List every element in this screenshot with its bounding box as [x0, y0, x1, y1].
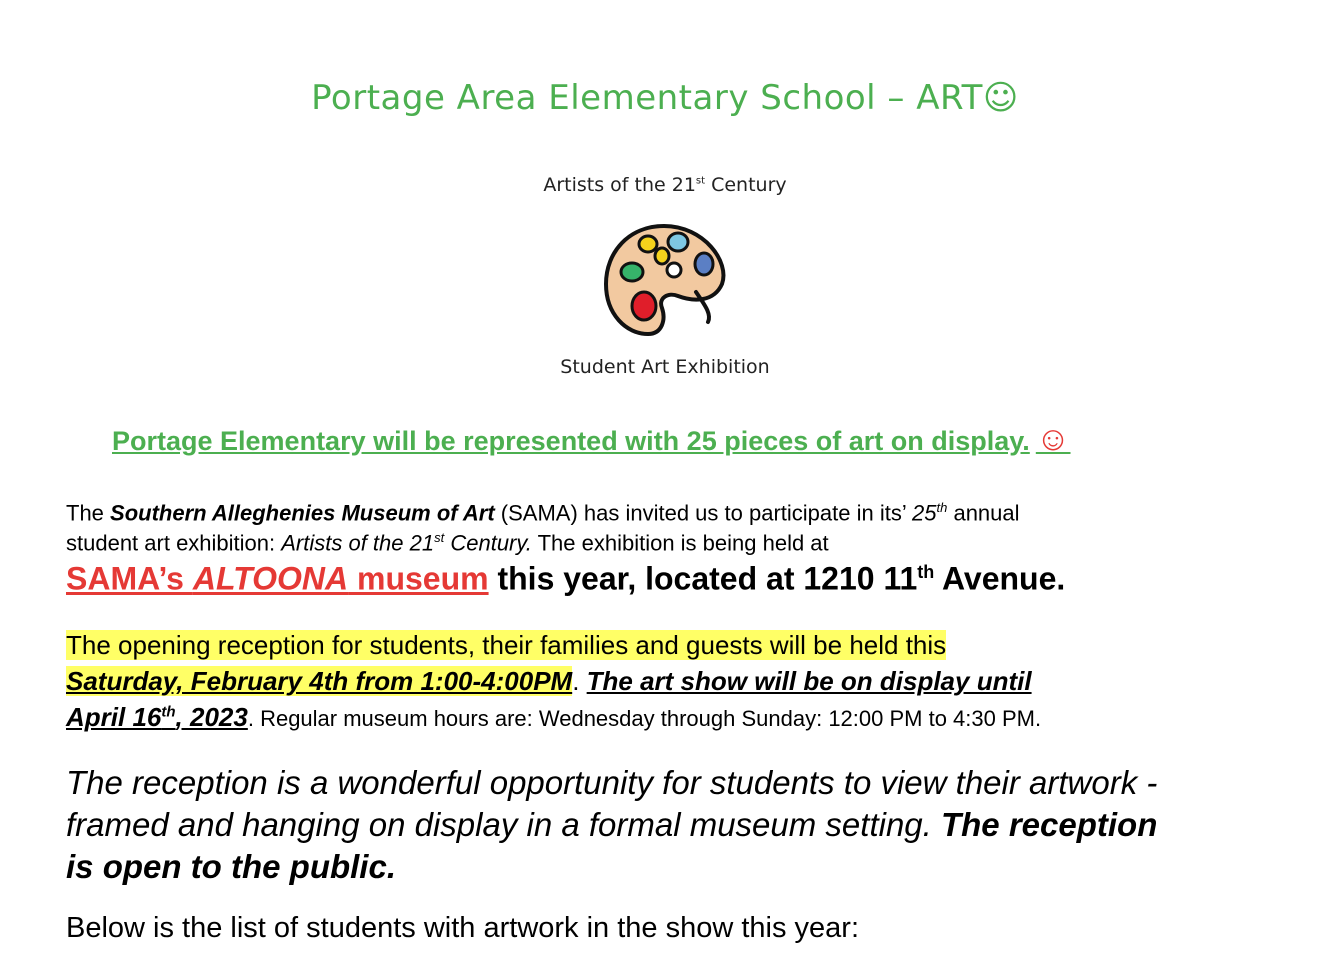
location-address: this year, located at 1210 11 [488, 560, 918, 597]
opportunity-line-1: The reception is a wonderful opportunity for students to view their artwork - [66, 764, 1158, 801]
location-museum: museum [348, 560, 489, 597]
page-title: Portage Area Elementary School – ART☺ [311, 78, 1019, 118]
location-city: ALTOONA [192, 560, 349, 597]
reception-line-2 [66, 666, 1032, 697]
end-date-day: April 16 [66, 702, 162, 732]
opportunity-line-3: is open to the public. [66, 848, 396, 885]
intro-text-3: annual [947, 500, 1020, 526]
end-date-suffix: th [161, 703, 176, 721]
exhibit-name-end: Century. [444, 530, 532, 556]
reception-highlight: The opening reception for students, their families and guests will be held this [66, 630, 947, 660]
announcement-line [112, 420, 1071, 459]
announcement-text: Portage Elementary will be represented with 25 pieces of art on display. [112, 426, 1030, 456]
reception-line-1 [66, 630, 946, 661]
museum-name: Southern Alleghenies Museum of Art [110, 500, 495, 526]
location-highlight [66, 561, 489, 597]
museum-hours: . Regular museum hours are: Wednesday through Sunday: 12:00 PM to 4:30 PM. [247, 706, 1042, 731]
reception-date: Saturday, February 4th from 1:00-4:00PM [66, 666, 573, 696]
logo-caption-top [0, 174, 1330, 196]
logo-caption-top-sup: st [695, 175, 706, 187]
location-suffix: th [917, 562, 935, 582]
logo-caption-bottom: Student Art Exhibition [560, 356, 770, 378]
intro-text-1: The [66, 500, 111, 526]
display-until: The art show will be on display until [586, 666, 1032, 696]
reception-line-3 [66, 702, 1041, 733]
intro-text-2: (SAMA) has invited us to participate in its’ [494, 500, 913, 526]
public-notice-start: The reception [940, 806, 1158, 843]
logo-caption-top-text: Artists of the 21 [543, 174, 696, 196]
anniversary-suffix: th [936, 500, 948, 515]
student-list-intro: Below is the list of students with artwork in the show this year: [66, 912, 860, 944]
exhibit-suffix: st [434, 530, 445, 545]
location-sama: SAMA’s [66, 560, 193, 597]
end-date-year: , 2023 [175, 702, 248, 732]
opportunity-text: framed and hanging on display in a formal museum setting. [66, 806, 941, 843]
opportunity-line-2 [66, 804, 1157, 846]
smiley-icon: ☺ [1035, 420, 1071, 458]
anniversary-number: 25 [912, 500, 937, 526]
location-avenue: Avenue. [934, 560, 1066, 597]
reception-separator: . [572, 666, 587, 696]
exhibit-name: Artists of the 21 [281, 530, 435, 556]
intro-text-5: The exhibition is being held at [531, 530, 829, 556]
end-date [66, 702, 248, 732]
paint-palette-icon [604, 222, 728, 343]
location-line [66, 552, 1065, 599]
logo-caption-top-end: Century [705, 174, 787, 196]
intro-text-4: student art exhibition: [66, 530, 282, 556]
